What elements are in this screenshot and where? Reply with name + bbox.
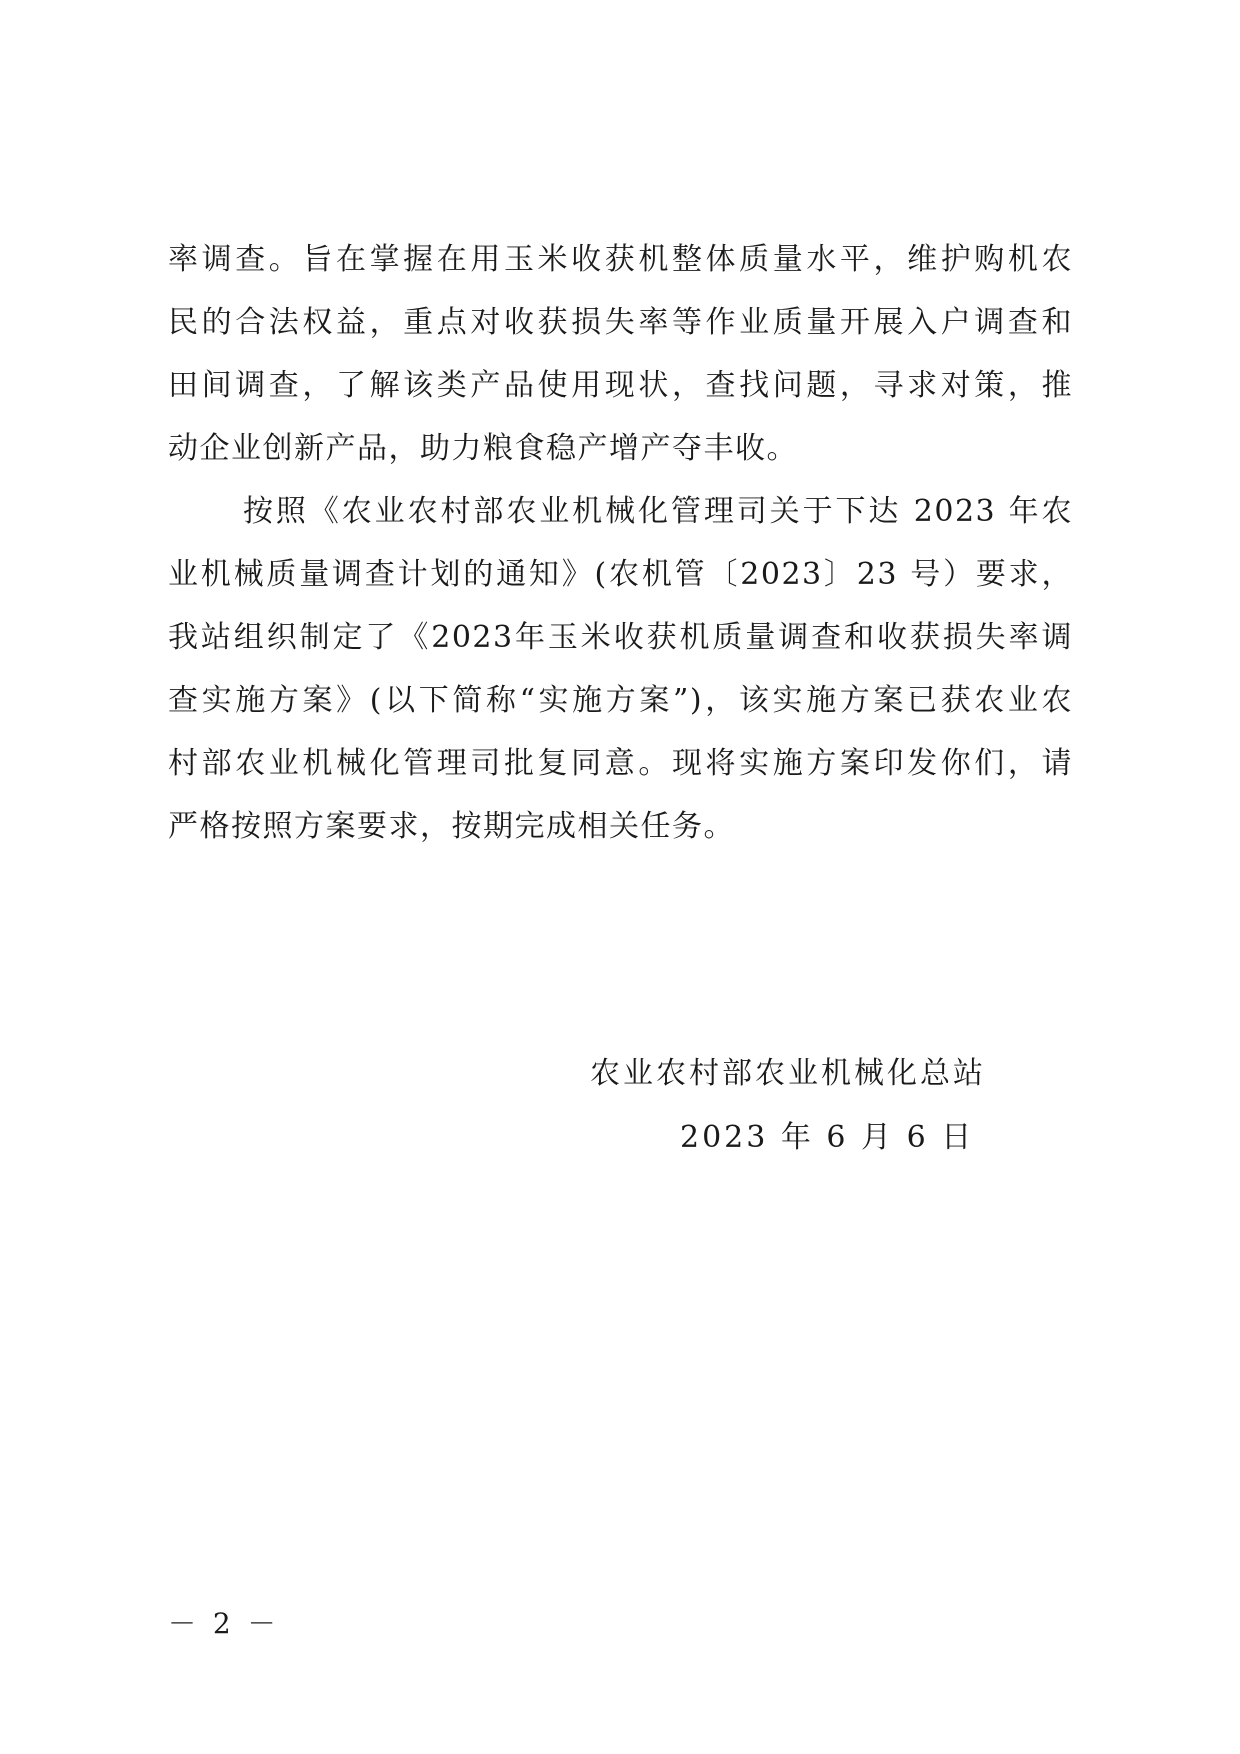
signature-date: 2023 年 6 月 6 日: [680, 1120, 975, 1155]
paragraph-1-line-3: 田间调查，了解该类产品使用现状，查找问题，寻求对策，推: [168, 368, 1073, 403]
paragraph-1-line-1: 率调查。旨在掌握在用玉米收获机整体质量水平，维护购机农: [168, 242, 1073, 277]
paragraph-2-line-4: 查实施方案》(以下简称“实施方案”)，该实施方案已获农业农: [168, 683, 1073, 718]
page-number: － 2 －: [168, 1607, 280, 1640]
paragraph-1-line-4: 动企业创新产品，助力粮食稳产增产夺丰收。: [168, 431, 798, 466]
body-text: [168, 228, 1073, 858]
paragraph-2-line-2: 业机械质量调查计划的通知》(农机管〔2023〕23 号）要求，: [168, 557, 1073, 592]
paragraph-2-line-6: 严格按照方案要求，按期完成相关任务。: [168, 809, 735, 844]
paragraph-2-line-3: 我站组织制定了《2023年玉米收获机质量调查和收获损失率调: [168, 620, 1073, 655]
paragraph-1-line-2: 民的合法权益，重点对收获损失率等作业质量开展入户调查和: [168, 305, 1073, 340]
signature-organization: 农业农村部农业机械化总站: [590, 1056, 986, 1091]
paragraph-2-line-5: 村部农业机械化管理司批复同意。现将实施方案印发你们，请: [168, 746, 1073, 781]
paragraph-2-line-1: 按照《农业农村部农业机械化管理司关于下达 2023 年农: [243, 494, 1073, 529]
